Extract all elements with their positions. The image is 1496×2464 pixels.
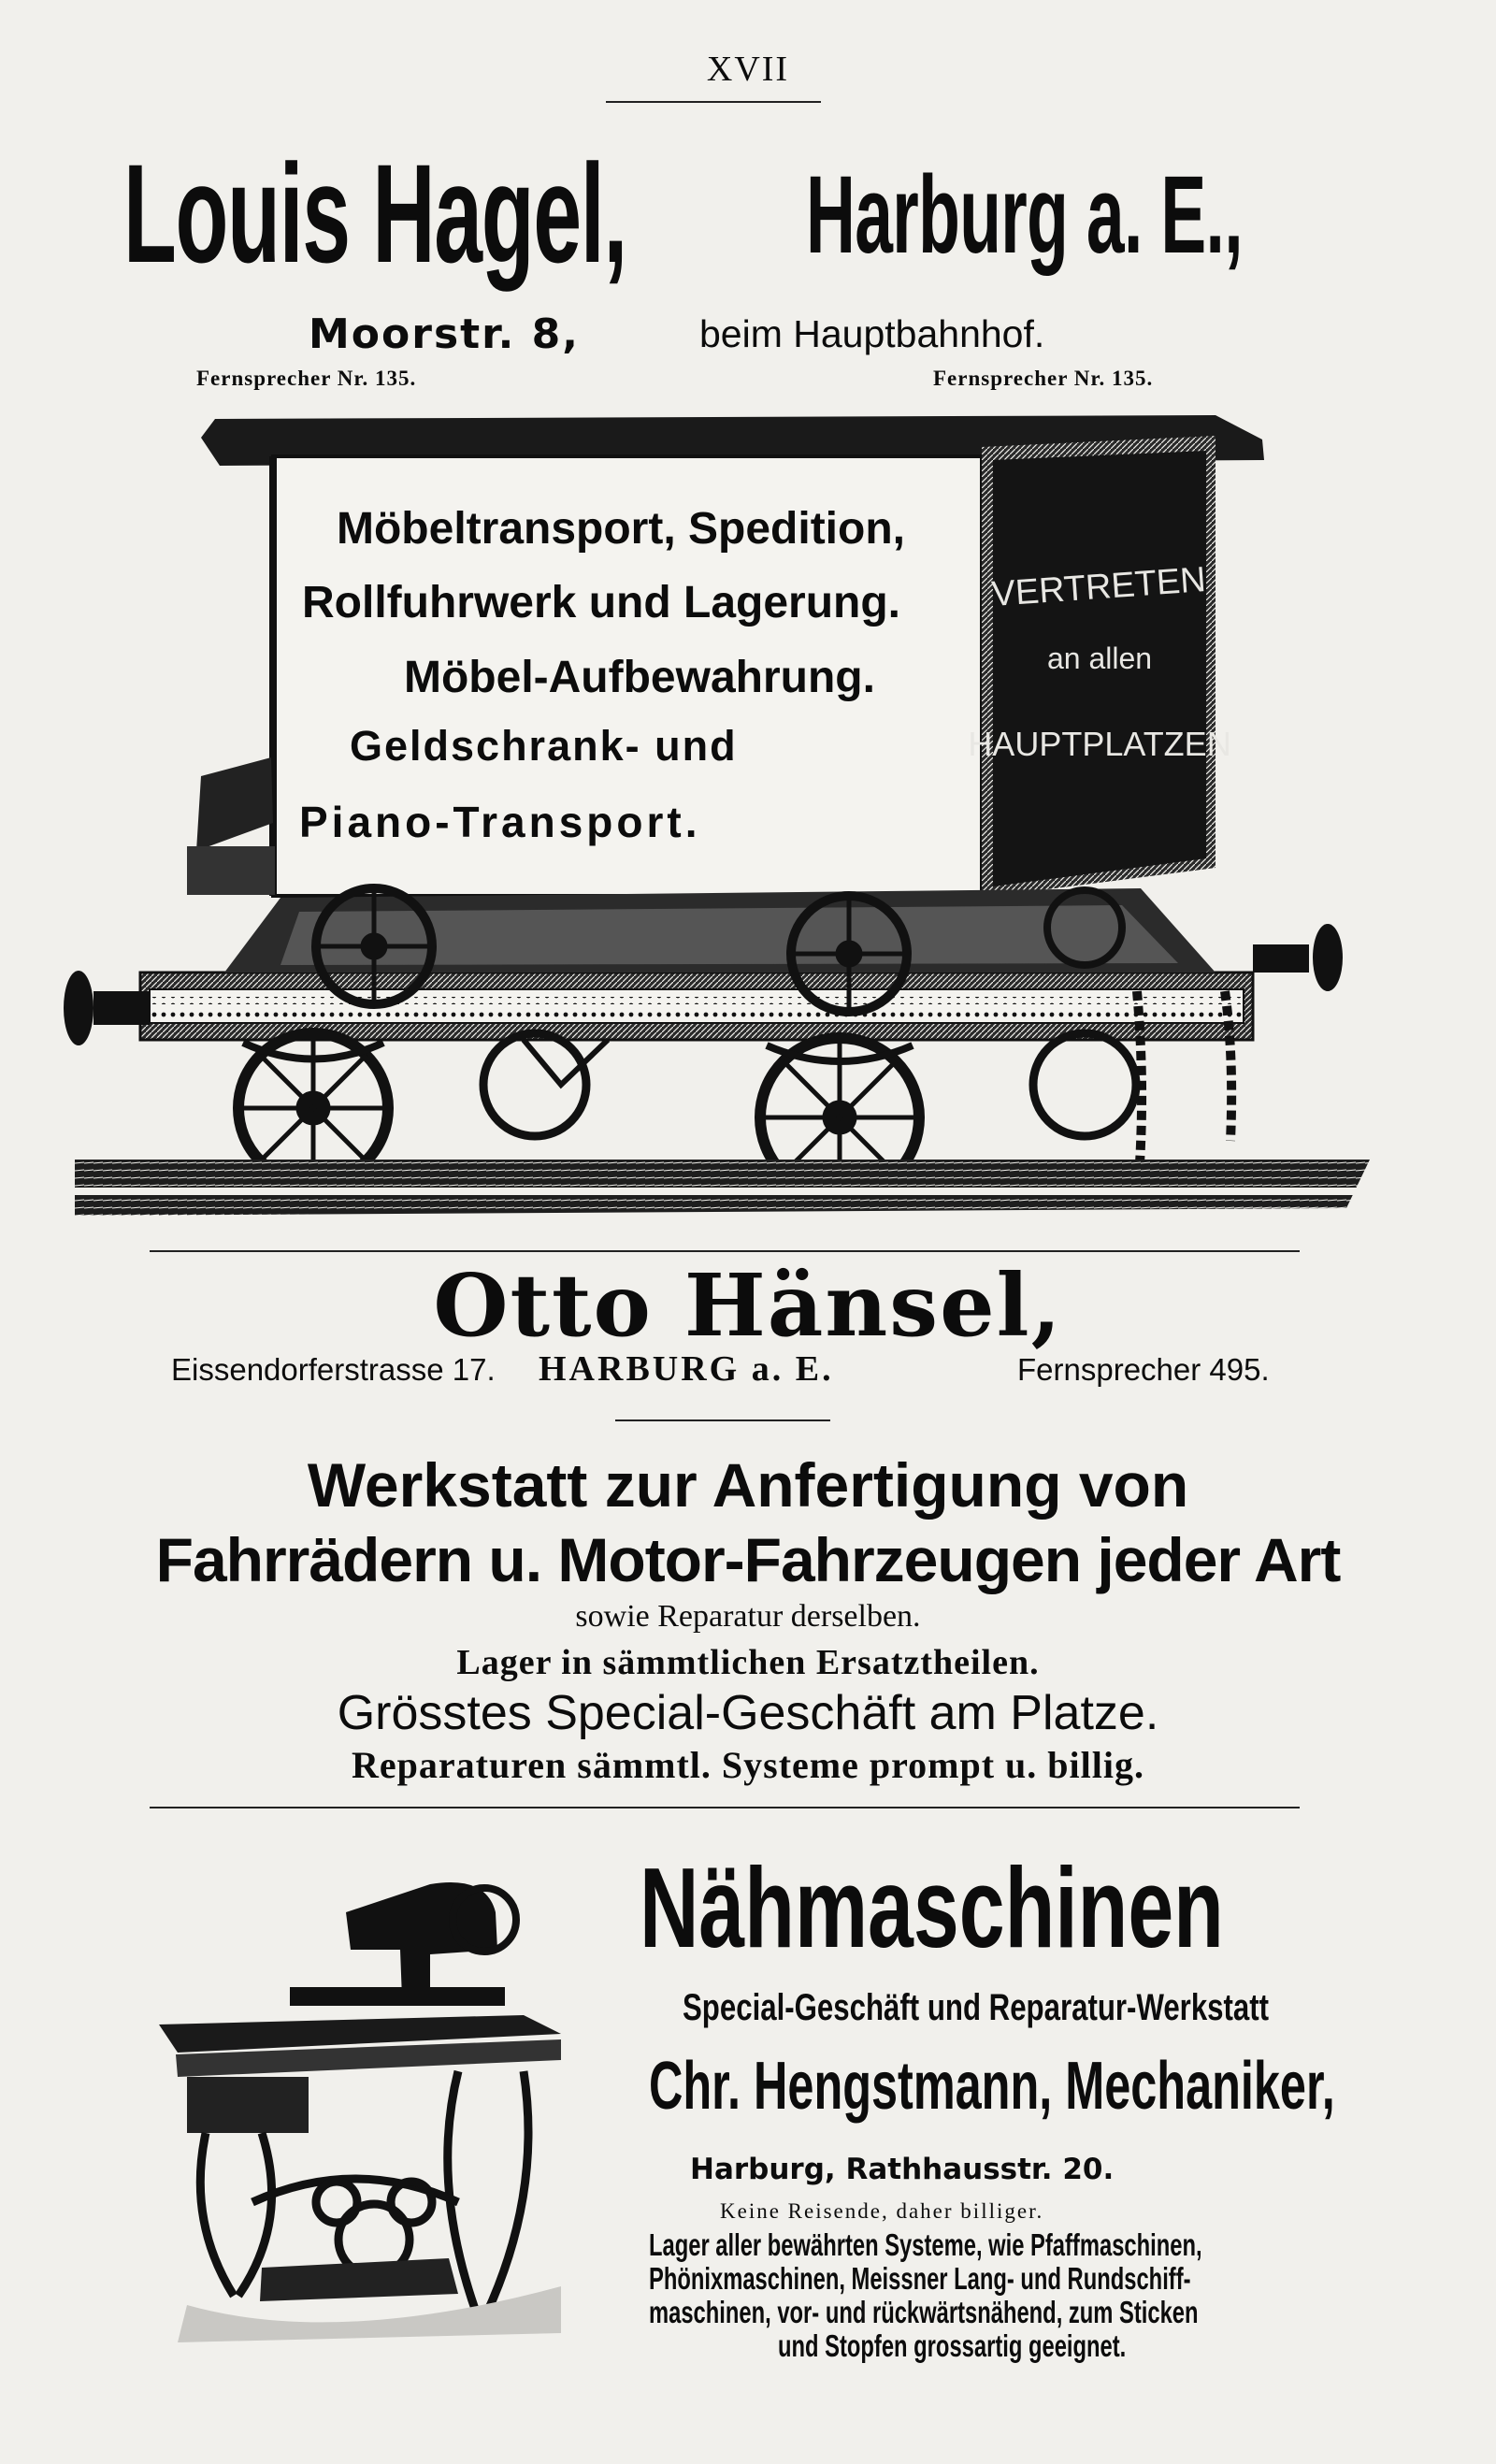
page-number: XVII [706,50,790,89]
haensel-street: Eissendorferstrasse 17. [171,1352,496,1387]
hengstmann-note: Keine Reisende, daher billiger. [720,2199,1044,2223]
wagon-line-4: Geldschrank- und [350,722,738,770]
hengstmann-desc-1: Lager aller bewährten Systeme, wie Pfaffmaschinen, [649,2227,1202,2262]
haensel-city: HARBURG a. E. [539,1349,834,1389]
hagel-street: Moorstr. 8, [309,310,580,358]
hengstmann-desc-3-wrap [649,2295,1412,2330]
hengstmann-desc-3: maschinen, vor- und rückwärtsnähend, zum Sticken [649,2295,1199,2329]
wagon-line-5: Piano-Transport. [299,798,701,846]
hagel-phone-left: Fernsprecher Nr. 135. [196,367,417,390]
hengstmann-desc-4-wrap [778,2328,1261,2364]
haensel-name: Otto Hänsel, [433,1255,1063,1356]
hagel-location: beim Hauptbahnhof. [699,312,1045,355]
section-divider-1 [150,1250,1300,1252]
hengstmann-name-wrap [649,2048,1496,2125]
haensel-ornament-rule [615,1419,830,1421]
haensel-line-1: Werkstatt zur Anfertigung von [307,1450,1189,1520]
haensel-line-6: Reparaturen sämmtl. Systeme prompt u. billig. [352,1744,1144,1786]
section-divider-2 [150,1807,1300,1808]
hengstmann-subtitle: Special-Geschäft und Reparatur-Werkstatt [683,1987,1270,2028]
wagon-line-3: Möbel-Aufbewahrung. [404,653,875,702]
hengstmann-address: Harburg, Rathhausstr. 20. [690,2153,1115,2186]
haensel-line-5: Grösstes Special-Geschäft am Platze. [337,1686,1159,1740]
hagel-name: Louis Hagel, [123,135,627,292]
haensel-line-3: sowie Reparatur derselben. [575,1599,921,1634]
hengstmann-desc-1-wrap [649,2227,1417,2263]
hengstmann-desc-2: Phönixmaschinen, Meissner Lang- und Rundschiff- [649,2261,1191,2296]
hengstmann-title-wrap [640,1842,1451,1973]
haensel-line-4: Lager in sämmtlichen Ersatztheilen. [456,1643,1040,1682]
hengstmann-subtitle-wrap [683,1987,1434,2029]
wagon-side-line-2: an allen [1046,641,1153,675]
wagon-side-line-3: HAUPTPLATZEN [968,725,1231,763]
haensel-line-2: Fahrrädern u. Motor-Fahrzeugen jeder Art [155,1525,1341,1594]
wagon-side-line-1: VERTRETEN [990,560,1208,614]
hengstmann-desc-4: und Stopfen grossartig geeignet. [778,2328,1127,2363]
hagel-city: Harburg a. E., [806,153,1243,277]
hengstmann-desc-2-wrap [649,2261,1402,2297]
hengstmann-title: Nähmaschinen [640,1844,1224,1971]
hengstmann-name: Chr. Hengstmann, Mechaniker, [649,2049,1335,2124]
hagel-phone-right: Fernsprecher Nr. 135. [933,367,1154,390]
sewing-machine-illustration [150,1847,589,2352]
wagon-line-2: Rollfuhrwerk und Lagerung. [302,578,901,627]
haensel-phone: Fernsprecher 495. [1017,1352,1270,1387]
wagon-line-1: Möbeltransport, Spedition, [337,504,905,554]
